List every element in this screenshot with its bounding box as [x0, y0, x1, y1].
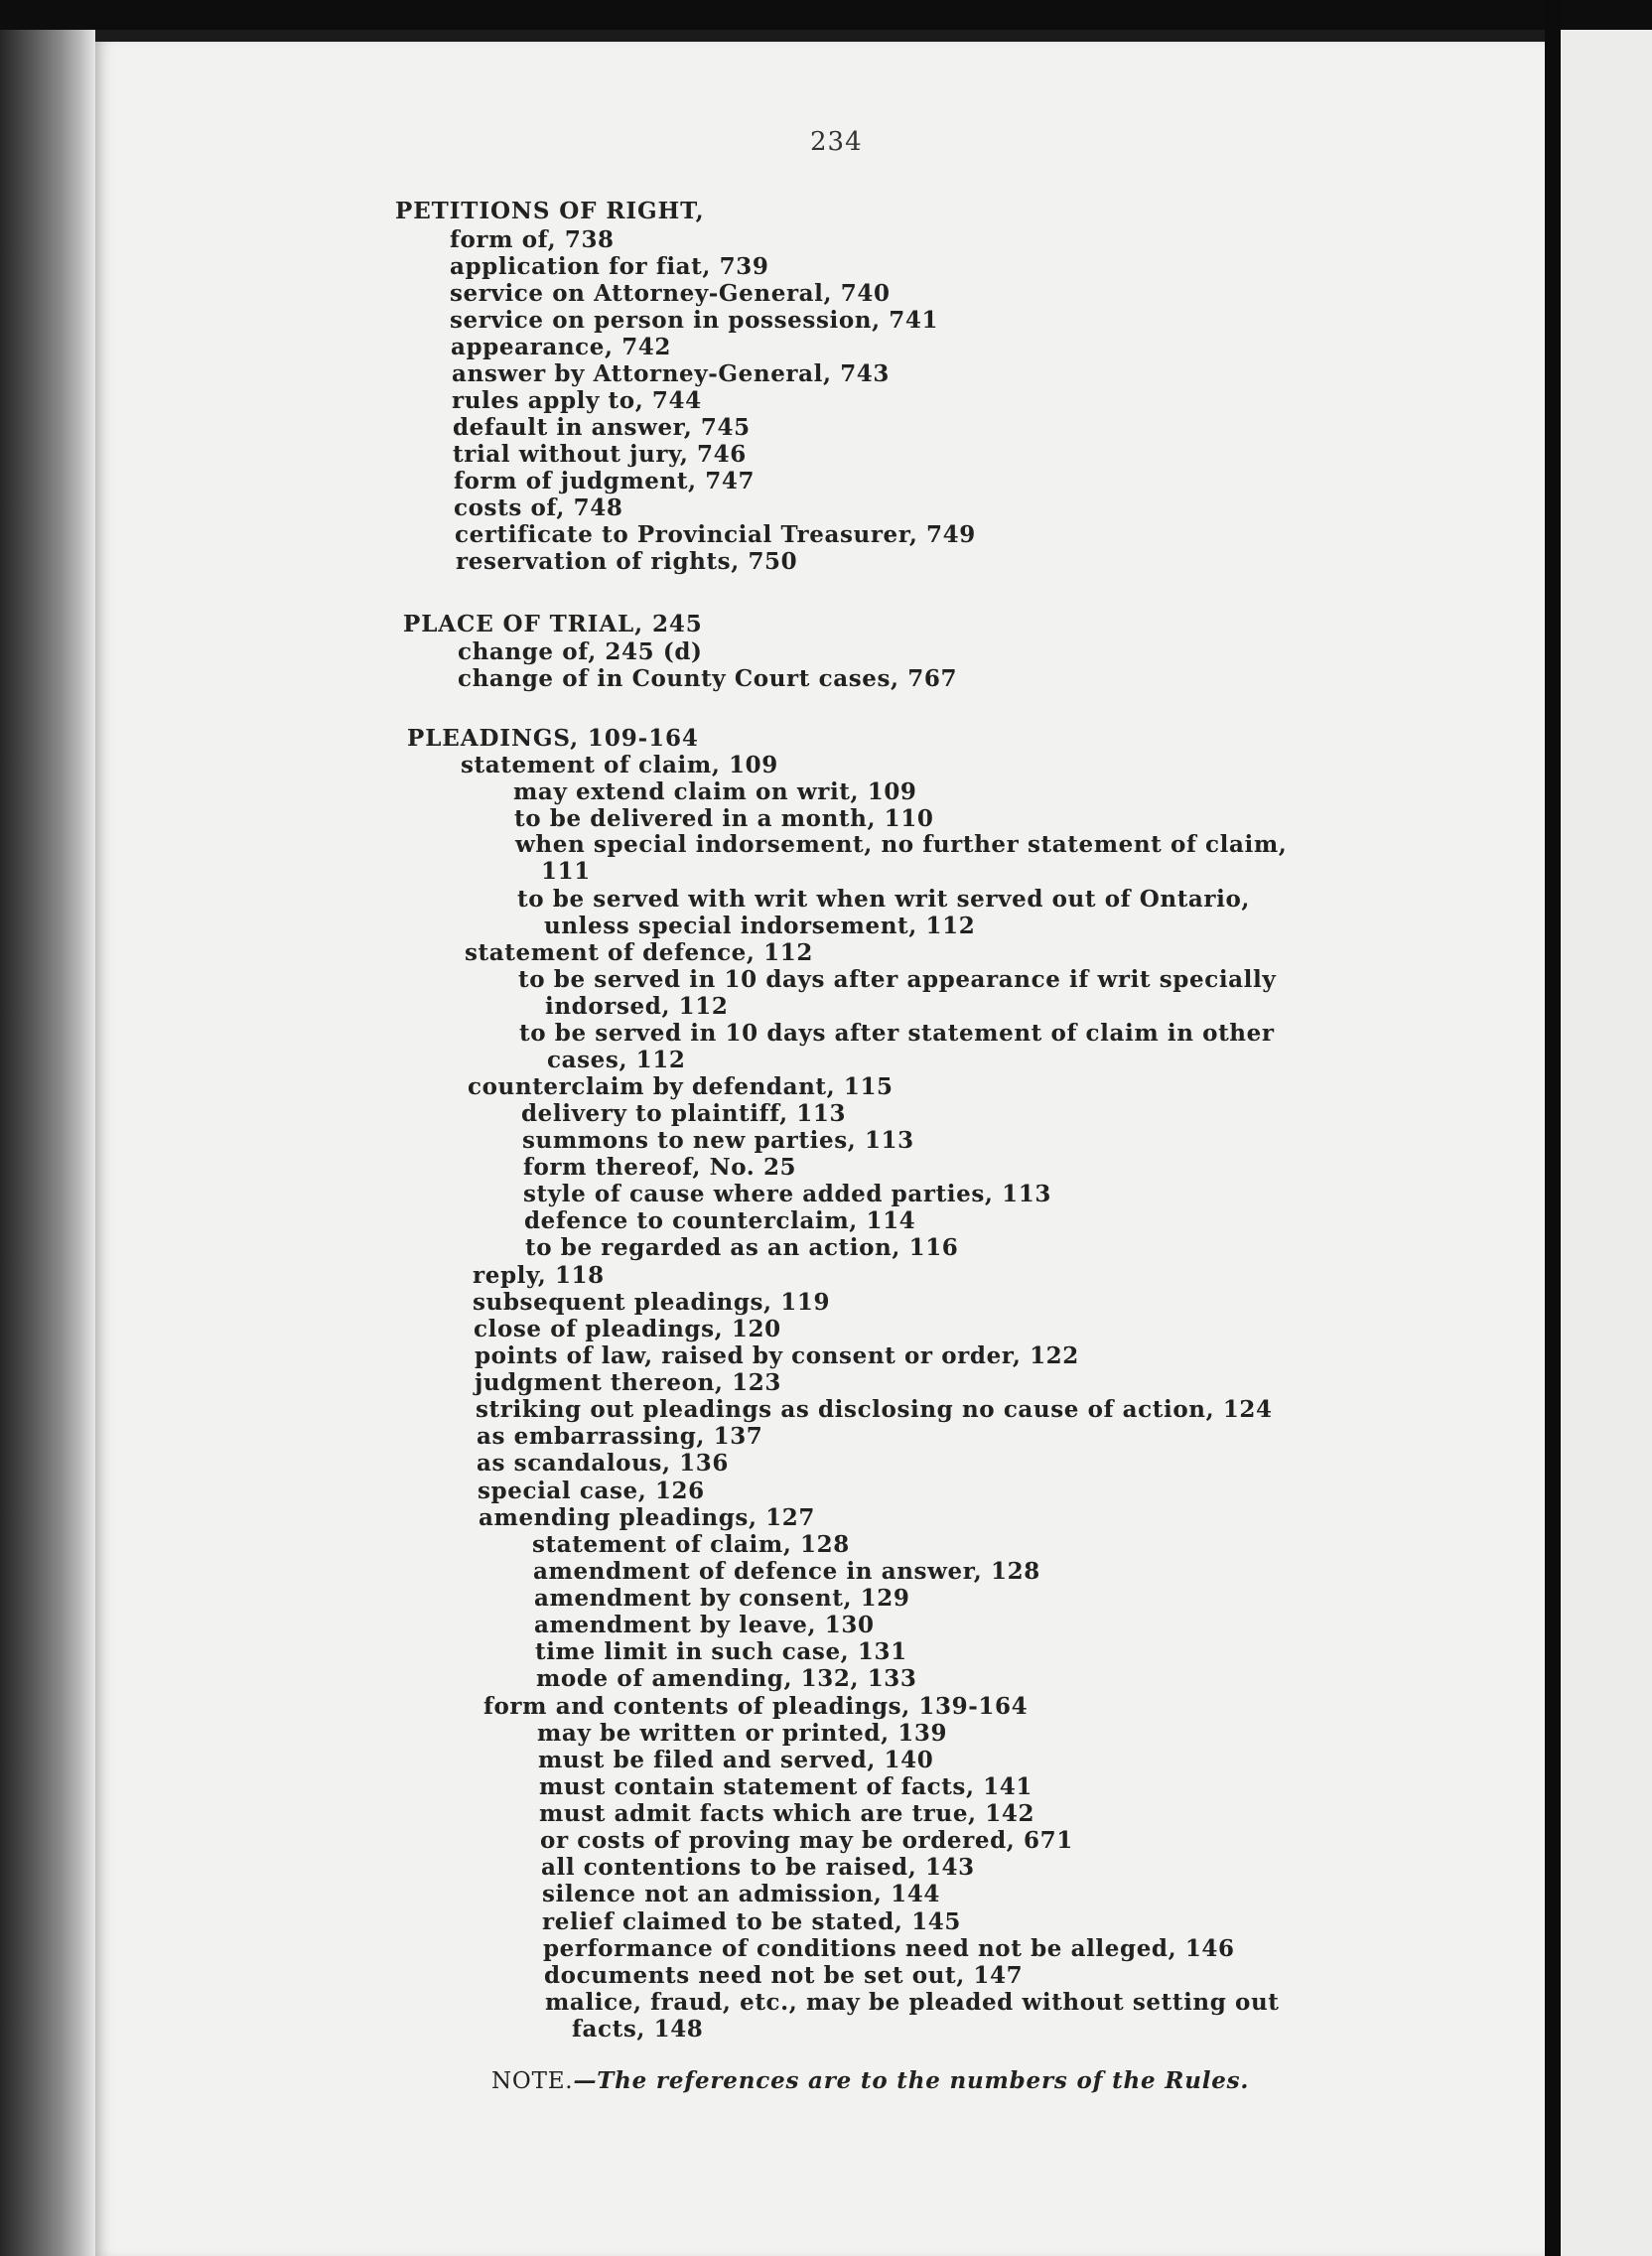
index-entry: may extend claim on writ, 109	[513, 778, 917, 805]
top-dark-band	[0, 0, 1652, 30]
index-entry: form of, 738	[450, 226, 615, 253]
index-entry: indorsed, 112	[545, 993, 729, 1020]
index-entry: amendment by leave, 130	[534, 1612, 875, 1638]
index-entry: as embarrassing, 137	[477, 1423, 763, 1450]
index-entry: must admit facts which are true, 142	[539, 1800, 1035, 1827]
index-entry: close of pleadings, 120	[474, 1316, 781, 1342]
index-entry: amending pleadings, 127	[479, 1504, 815, 1531]
index-entry: to be served in 10 days after appearance if writ specially	[518, 966, 1277, 993]
index-entry: silence not an admission, 144	[542, 1881, 940, 1907]
index-heading: PLEADINGS, 109-164	[407, 725, 699, 752]
index-entry: change of, 245 (d)	[458, 638, 703, 665]
index-entry: rules apply to, 744	[452, 387, 702, 414]
page-number: 234	[810, 127, 863, 157]
index-entry: unless special indorsement, 112	[544, 913, 976, 939]
index-entry: statement of claim, 128	[532, 1531, 850, 1558]
index-entry: or costs of proving may be ordered, 671	[540, 1827, 1073, 1854]
index-entry: subsequent pleadings, 119	[473, 1289, 831, 1316]
index-entry: answer by Attorney-General, 743	[452, 360, 891, 387]
index-entry: reply, 118	[473, 1262, 605, 1289]
index-entry: 111	[541, 858, 591, 885]
index-entry: special case, 126	[478, 1478, 705, 1504]
index-entry: style of cause where added parties, 113	[523, 1181, 1051, 1207]
index-entry: to be served with writ when writ served out of Ontario,	[517, 886, 1251, 913]
index-entry: delivery to plaintiff, 113	[521, 1100, 847, 1127]
index-entry: appearance, 742	[451, 334, 672, 360]
index-entry: service on person in possession, 741	[450, 307, 939, 334]
index-entry: to be delivered in a month, 110	[514, 805, 934, 832]
index-entry: summons to new parties, 113	[522, 1127, 914, 1154]
index-entry: striking out pleadings as disclosing no cause of action, 124	[476, 1396, 1273, 1423]
index-entry: as scandalous, 136	[477, 1450, 729, 1477]
index-entry: points of law, raised by consent or order, 122	[475, 1342, 1079, 1369]
index-entry: form thereof, No. 25	[523, 1154, 797, 1181]
index-entry: performance of conditions need not be alleged, 146	[543, 1935, 1235, 1962]
book-page-edges	[0, 30, 95, 2256]
index-entry: may be written or printed, 139	[537, 1720, 948, 1747]
footnote-label: NOTE.	[491, 2068, 574, 2094]
index-entry: defence to counterclaim, 114	[524, 1207, 916, 1234]
index-entry: amendment of defence in answer, 128	[533, 1558, 1040, 1585]
index-entry: all contentions to be raised, 143	[541, 1854, 975, 1881]
index-entry: mode of amending, 132, 133	[536, 1665, 917, 1692]
index-entry: must be filed and served, 140	[538, 1747, 934, 1773]
index-entry: cases, 112	[547, 1047, 686, 1073]
footnote	[491, 2067, 1249, 2095]
index-heading: PETITIONS OF RIGHT,	[395, 198, 705, 224]
facing-page-edge	[1561, 30, 1652, 2256]
index-entry: form of judgment, 747	[454, 468, 756, 494]
index-entry: to be served in 10 days after statement of claim in other	[519, 1020, 1275, 1047]
index-heading: PLACE OF TRIAL, 245	[403, 611, 703, 637]
book-gutter	[1545, 0, 1561, 2256]
index-entry: application for fiat, 739	[450, 253, 769, 280]
index-entry: time limit in such case, 131	[535, 1638, 907, 1665]
index-entry: trial without jury, 746	[453, 441, 747, 468]
index-entry: counterclaim by defendant, 115	[468, 1073, 894, 1100]
index-entry: change of in County Court cases, 767	[458, 665, 958, 692]
footnote-text: —The references are to the numbers of the Rules.	[573, 2067, 1250, 2094]
index-entry: statement of claim, 109	[461, 752, 778, 778]
index-entry: statement of defence, 112	[465, 939, 813, 966]
index-entry: must contain statement of facts, 141	[539, 1773, 1032, 1800]
index-entry: form and contents of pleadings, 139-164	[483, 1693, 1029, 1720]
index-entry: judgment thereon, 123	[475, 1369, 781, 1396]
index-entry: reservation of rights, 750	[456, 548, 798, 575]
index-entry: documents need not be set out, 147	[544, 1962, 1024, 1989]
index-entry: costs of, 748	[454, 494, 623, 521]
index-entry: amendment by consent, 129	[534, 1585, 910, 1612]
index-entry: facts, 148	[572, 2016, 704, 2043]
index-entry: certificate to Provincial Treasurer, 749	[455, 521, 976, 548]
index-entry: when special indorsement, no further statement of claim,	[515, 831, 1288, 858]
index-entry: malice, fraud, etc., may be pleaded without setting out	[545, 1989, 1280, 2016]
index-entry: relief claimed to be stated, 145	[542, 1908, 961, 1935]
index-entry: to be regarded as an action, 116	[525, 1234, 959, 1261]
index-entry: default in answer, 745	[453, 414, 751, 441]
index-entry: service on Attorney-General, 740	[450, 280, 891, 307]
